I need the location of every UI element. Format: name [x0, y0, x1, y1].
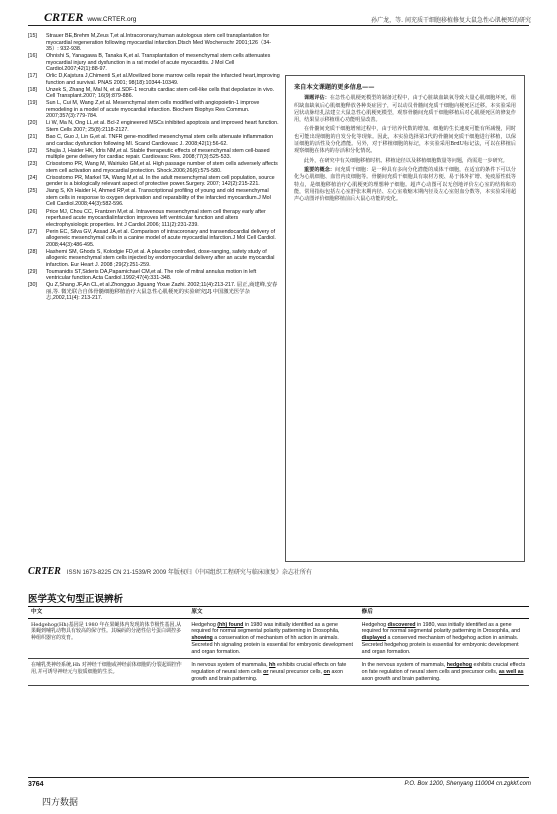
info-box-title: 来自本文课题的更多信息—— [294, 84, 375, 91]
header-divider [28, 25, 529, 26]
reference-number: [22] [28, 147, 37, 154]
reference-item [28, 249, 280, 269]
info-paragraph-4 [294, 167, 516, 203]
reference-text: Strauer BE,Brehm M,Zeus T,et al.Intracoronary,human autologous stem cell transplantation for myocardial regeneration following myocardial infarction.Dtsch Med Wochenschr 2001;126（34-35）: 932-938. [46, 33, 272, 52]
reference-text: Jiang S, Kh Haider H, Ahmed RP,et al. Transcriptional profiling of young and old mesenchymal stem cells in response to oxygen deprivation and reparability of the infarcted myocardium.J Mol Cell Cardiol.2008;44(3):582-596. [46, 188, 271, 208]
header-original: 原文 [188, 607, 358, 619]
reference-number: [29] [28, 268, 37, 275]
header-revised: 修后 [359, 607, 529, 619]
info-paragraph-1 [294, 95, 516, 124]
table-header-row [28, 607, 529, 619]
reference-number: [25] [28, 188, 37, 195]
reference-number: [16] [28, 53, 37, 60]
site-url[interactable]: www.CRTER.org [87, 16, 137, 23]
reference-text: Sun L, Cui M, Wang Z,et al. Mesenchymal stem cells modified with angiopoietin-1 improve remodeling in a model of acute myocardial infarction. Biochem Biophys Res Commun. 2007;357(3):779-784. [46, 100, 260, 120]
logo-text: CRTER [44, 10, 84, 24]
reference-text: Perin EC, Silva GV, Assad JA,et al. Comparison of intracoronary and transendocardial delivery of allogeneic mesenchymal cells in a canine model of acute myocardial infarction.J Mol Cell Cardiol. 2008;44(3):486-495. [46, 228, 276, 248]
reference-number: [26] [28, 208, 37, 215]
reference-text: Shujia J, Haider HK, Idris NM,et al. Stable therapeutic effects of mesenchymal stem cell-based multiple gene delivery for cardiac repair. Cardiovasc Res. 2008;77(3):525-533. [46, 147, 270, 161]
reference-item [28, 269, 280, 282]
reference-number: [20] [28, 120, 37, 127]
reference-text: Toumanidis ST,Sideris DA,Papamichael CM,et al. The role of mitral annulus motion in left ventricular function.Acta Cardiol.1992;47(4):331-348. [46, 268, 257, 282]
reference-item [28, 73, 280, 86]
reference-number: [18] [28, 86, 37, 93]
reference-number: [28] [28, 248, 37, 255]
cell-revised: Hedgehog discovered in 1980, was initially identified as a gene required for normal segmental polarity patterning in Drosophila, and displayed a conserved mechanism of hedgehog action in animals. Secreted hedgehog protein is essential for embryonic development and organ formation. [359, 618, 529, 659]
reference-item [28, 148, 280, 161]
copyright-text: ISSN 1673-8225 CN 21-1539/R 2009 年版权归《中国组织工程研究与临床康复》杂志社所有 [66, 570, 312, 576]
info-text-1: 在急性心肌梗死模型的制备过程中，由于心脏缺血缺氧导致大量心肌细胞坏死，组织缺血缺氧后心肌细胞释放各种炎症因子，可以动员骨髓间充质干细胞向梗死区迁移。本实验采用冠状动脉结扎法建立大鼠急性心肌梗死模型，观察骨髓间充质干细胞移植后对心肌梗死区的修复作用，结果显示移植组心功能明显改善。 [294, 95, 516, 124]
cell-chinese: 在哺乳类神经系统,Hh 对神经干细胞或神经前体细胞的分裂起调控作用,并可诱导神经元与胶质细胞的生长。 [28, 659, 188, 686]
copyright-line [28, 566, 312, 577]
keyword-concepts: 重要的概念： [304, 166, 336, 173]
info-paragraph-2: 在骨髓间充质干细胞增殖过程中，由于培养代数的增加，细胞的生长速度可能有所减慢，同时也可能出现细胞的自发分化等现象。因此，本实验选择第3代的骨髓间充质干细胞进行移植，以保证细胞的活性及分化潜能。另外，对于移植细胞的标记，本实验采用BrdU标记法，可以在移植后观察细胞在体内的存活和分化情况。 [294, 126, 516, 155]
reference-number: [19] [28, 100, 37, 107]
reference-text: Hashemi SM, Ghods S, Kolodgie FD,et al. A placebo controlled, dose-ranging, safety study of allogenic mesenchymal stem cells injected by endomyocardial delivery after an acute myocardial infarction. Eur Heart J. 2008 ;29(2):251-259. [46, 248, 275, 268]
reference-item [28, 120, 280, 133]
reference-number: [17] [28, 73, 37, 80]
cell-revised: In the nervous system of mammals, hedgehog exhibits crucial effects on fate regulation of neural stem cells and precursor cells, as well as axon growth and brain patterning. [359, 659, 529, 686]
info-box [285, 75, 525, 562]
reference-text: Unzek S, Zhang M, Mal N, et al.SDF-1 recruits cardiac stem cell-like cells that depolarize in vivo. Cell Transplant.2007; 16(9):879-886. [46, 86, 275, 100]
footer-divider [28, 777, 529, 778]
footer-address: P.O. Box 1200, Shenyang 110004 cn.zgkkf.com [404, 781, 531, 787]
cell-original: In nervous system of mammalia, hh exhibits crucial effects on fate regulation of neural stem cells or neural precursor cells, on axon growth and brain patterning. [188, 659, 358, 686]
table-row [28, 618, 529, 659]
reference-number: [23] [28, 161, 37, 168]
reference-number: [27] [28, 228, 37, 235]
running-header: 孙广龙，等. 间充质干细胞移植修复大鼠急性心肌梗死的研究 [371, 17, 531, 24]
reference-item [28, 175, 280, 188]
reference-item [28, 161, 280, 174]
reference-item [28, 134, 280, 147]
reference-item [28, 100, 280, 120]
info-paragraph-3: 此外，在研究中有关细胞移植时机、移植途径以及移植细胞数量等问题，尚需进一步研究。 [304, 157, 508, 164]
reference-number: [15] [28, 33, 37, 39]
reference-number: [21] [28, 134, 37, 141]
reference-item [28, 282, 280, 302]
reference-text: Ohnishi S, Yanagawa B, Tanaka K,et al. Transplantation of mesenchymal stem cells attenuates myocardial injury and dysfunction in a rat model of acute myocarditis. J Mol Cell Cardiol.2007;42(1):88-97. [46, 53, 271, 73]
reference-number: [24] [28, 174, 37, 181]
reference-text: Bao C, Guo J, Lin G,et al. TNFR gene-modified mesenchymal stem cells attenuate inflammation and cardiac dysfunction following MI. Scand Cardiovasc J. 2008;42(1):56-62. [46, 134, 274, 147]
copyright-logo: CRTER [28, 566, 61, 577]
reference-item [28, 53, 280, 73]
watermark-text: 四方数据 [42, 798, 79, 808]
reference-item [28, 188, 280, 208]
header-chinese: 中文 [28, 607, 188, 619]
reference-text: Crisostomo PR, Markel TA, Wang M,et al. In the adult mesenchymal stem cell population, source gender is a biologically relevant aspect of protective power.Surgery. 2007; 142(2):215-221. [46, 174, 275, 188]
reference-text: Price MJ, Chou CC, Frantzen M,et al. Intravenous mesenchymal stem cell therapy early after reperfused acute myocardialinfarction improves left ventricular function and alters electrophysiologic properties. Int J Cardiol.2006; 111(2):231-239. [46, 208, 266, 228]
journal-logo [44, 10, 136, 25]
reference-text: Li W, Ma N, Ong LL,et al. Bcl-2 engineered MSCs inhibited apoptosis and improved heart function. Stem Cells 2007; 25(8):2118-2127. [46, 120, 279, 133]
table-row [28, 659, 529, 686]
keyword-evaluation: 课题评估： [304, 95, 330, 102]
reference-item [28, 33, 280, 53]
reference-text: Qu Z,Shang JF,An CL,et al.Zhongguo Jiguang Yixue Zazhi. 2002;11(4):213-217. 屈正,商建峰,安春丽,等. 微光联合自体骨髓细胞移植治疗大鼠急性心肌梗死的实验研究[J].中国激光医学杂志,2002,11(4): 213-217. [46, 282, 278, 302]
reference-item [28, 87, 280, 100]
reference-text: Orlic D,Kajstura J,Chimenti S,et al.Movilized bone marrow cells repair the infarcted heart,improving function and survival. PNAS 2001; 98(18):10344-10349. [46, 73, 280, 86]
reference-item [28, 209, 280, 229]
page-number: 3764 [28, 781, 44, 788]
cell-original: Hedgehog (hh) found in 1980 was initially identified as a gene required for normal segmental polarity patterning in Drosophila, showing a conservation of mechanism of hh action in animals. Secreted hh signaling protein is essential for embryonic development and organ formation. [188, 618, 358, 659]
section-title: 医学英文句型正误辨析 [28, 594, 124, 605]
cell-chinese: Hedgehog(Hh)基因是 1980 年在果蝇体内发现的体节极性基因,从果蝇到哺乳动物具有较高的保守性。其编码的分泌性信号蛋白调控多种组织器官的发育。 [28, 618, 188, 659]
correction-table [28, 606, 529, 686]
reference-item [28, 229, 280, 249]
info-text-4: 间充质干细胞：是一种具有多向分化潜能的成体干细胞，在适宜的条件下可以分化为心肌细胞、血管内皮细胞等。骨髓间充质干细胞具有取材方便、易于体外扩增、免疫原性低等特点，是细胞移植治疗心肌梗死的理想种子细胞。超声心动图可以无创地评价左心室的结构和功能，常用指标包括左心室舒张末期内径、左心室收缩末期内径及左心室射血分数等，本实验采用超声心动图评价细胞移植前后大鼠心功能的变化。 [294, 166, 516, 203]
reference-list [28, 33, 280, 303]
reference-text: Crisostomo PR, Wang M, Wairiuko GM,et al. High passage number of stem cells adversely affects stem cell activation and myocardial protection. Shock.2006;26(6):575-580. [46, 161, 278, 174]
reference-number: [30] [28, 282, 37, 289]
